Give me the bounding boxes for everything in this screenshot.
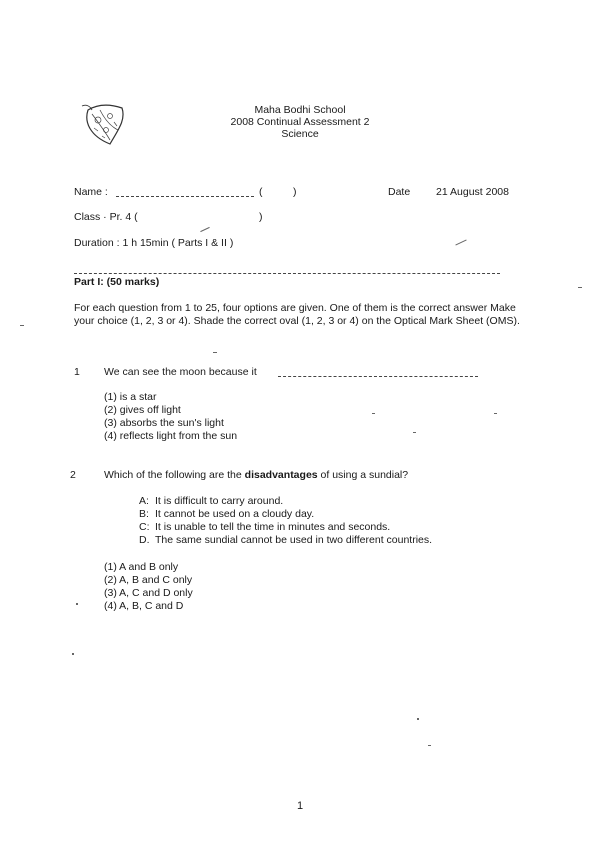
class-paren-close: )	[259, 211, 263, 223]
option: (1) is a star	[104, 391, 157, 403]
statement-letter: C:	[139, 521, 150, 533]
option: (4) A, B, C and D	[104, 600, 184, 612]
duration-text: Duration : 1 h 15min ( Parts I & II )	[74, 237, 234, 249]
answer-blank	[278, 376, 478, 377]
stem-emphasis: disadvantages	[244, 469, 318, 481]
school-name: Maha Bodhi School	[254, 104, 346, 116]
divider-line	[74, 273, 500, 274]
instructions: For each question from 1 to 25, four options are given. One of them is the correct answer Make your choice (1, 2, 3 or 4). Shade the correct oval (1, 2, 3 or 4) on the Optical Mark Sheet (OMS).	[74, 302, 520, 327]
question-stem: We can see the moon because it	[104, 366, 257, 378]
question-stem	[104, 469, 408, 482]
statement-letter: B:	[139, 508, 149, 520]
statement-text: The same sundial cannot be used in two different countries.	[155, 534, 433, 546]
question-number: 1	[74, 366, 80, 378]
name-label: Name :	[74, 186, 108, 198]
statement-text: It is difficult to carry around.	[155, 495, 284, 507]
statement-letter: D.	[139, 534, 150, 546]
register-paren-open: (	[259, 186, 263, 198]
statement-text: It is unable to tell the time in minutes and seconds.	[155, 521, 391, 533]
date-label: Date	[388, 186, 411, 198]
option: (1) A and B only	[104, 561, 179, 573]
option: (4) reflects light from the sun	[104, 430, 238, 442]
stem-part: Which of the following are the	[104, 469, 245, 481]
statement-letter: A:	[139, 495, 149, 507]
page-number: 1	[296, 800, 304, 812]
subject-title: Science	[281, 128, 319, 140]
option: (2) gives off light	[104, 404, 181, 416]
name-blank	[116, 196, 254, 197]
date-value: 21 August 2008	[436, 186, 509, 198]
option: (2) A, B and C only	[104, 574, 193, 586]
option: (3) A, C and D only	[104, 587, 193, 599]
class-label: Class · Pr. 4 (	[74, 211, 138, 223]
statement-text: It cannot be used on a cloudy day.	[155, 508, 315, 520]
assessment-title: 2008 Continual Assessment 2	[230, 116, 370, 128]
question-number: 2	[70, 469, 76, 481]
part-heading: Part I: (50 marks)	[74, 276, 160, 288]
stem-part: of using a sundial?	[317, 469, 409, 481]
register-paren-close: )	[293, 186, 297, 198]
option: (3) absorbs the sun's light	[104, 417, 224, 429]
